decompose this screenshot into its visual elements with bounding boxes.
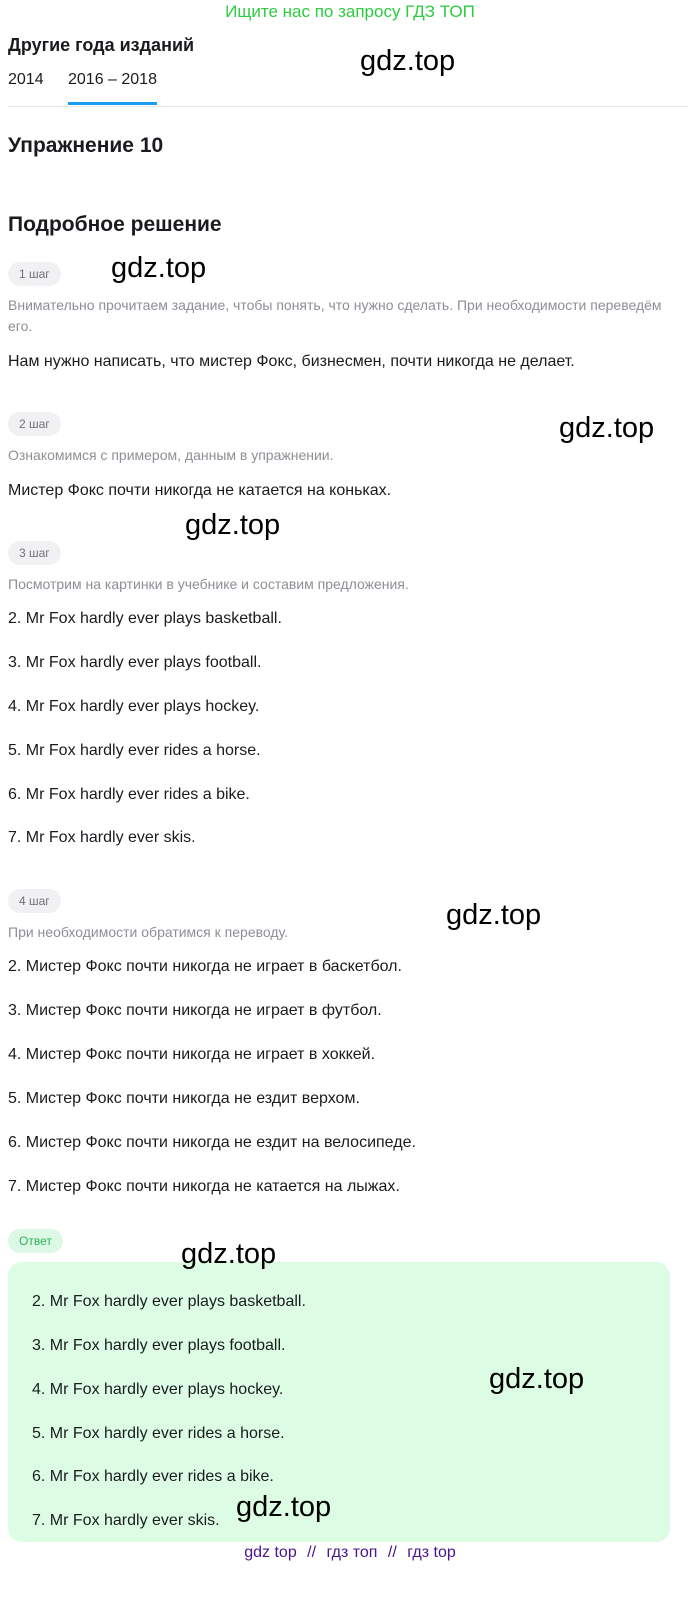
step-text: Мистер Фокс почти никогда не катается на коньках. [8, 482, 392, 499]
step-text: 4. Мистер Фокс почти никогда не играет в хоккей. [8, 1046, 376, 1063]
step-text: 2. Mr Fox hardly ever plays basketball. [8, 610, 282, 627]
step-hint: Внимательно прочитаем задание, чтобы понять, что нужно сделать. При необходимости переведём его. [8, 297, 662, 334]
footer-link-gdz-top-ru[interactable]: гдз топ [326, 1544, 378, 1561]
exercise-title: Упражнение 10 [8, 134, 164, 157]
divider [8, 106, 688, 107]
footer-separator: // [387, 1544, 397, 1561]
watermark: gdz.top [559, 412, 655, 444]
step-hint: Ознакомимся с примером, данным в упражнении. [8, 447, 334, 463]
step-text: 2. Мистер Фокс почти никогда не играет в баскетбол. [8, 958, 402, 975]
year-tab-2014[interactable]: 2014 [8, 71, 44, 88]
watermark: gdz.top [489, 1363, 585, 1395]
answer-line: 4. Mr Fox hardly ever plays hockey. [32, 1381, 284, 1398]
step-badge: 3 шаг [8, 541, 61, 565]
step-badge: 1 шаг [8, 262, 61, 286]
watermark: gdz.top [181, 1238, 277, 1270]
step-text: 3. Мистер Фокс почти никогда не играет в футбол. [8, 1002, 382, 1019]
step-text: 4. Mr Fox hardly ever plays hockey. [8, 698, 260, 715]
answer-line: 3. Mr Fox hardly ever plays football. [32, 1337, 286, 1354]
watermark: gdz.top [111, 252, 207, 284]
step-badge: 4 шаг [8, 889, 61, 913]
step-text: 3. Mr Fox hardly ever plays football. [8, 654, 262, 671]
promo-banner[interactable]: Ищите нас по запросу ГДЗ ТОП [225, 2, 475, 21]
answer-line: 7. Mr Fox hardly ever skis. [32, 1512, 220, 1529]
footer-links [0, 1542, 700, 1564]
answer-line: 5. Mr Fox hardly ever rides a horse. [32, 1425, 285, 1442]
step-text: 6. Mr Fox hardly ever rides a bike. [8, 786, 250, 803]
answer-badge: Ответ [8, 1229, 63, 1253]
step-badge: 2 шаг [8, 412, 61, 436]
footer-link-gdz-top-mixed[interactable]: гдз top [407, 1544, 456, 1561]
step-text: 6. Мистер Фокс почти никогда не ездит на велосипеде. [8, 1134, 416, 1151]
step-text: 7. Мистер Фокс почти никогда не катается на лыжах. [8, 1178, 400, 1195]
watermark: gdz.top [236, 1491, 332, 1523]
answer-box [8, 1262, 670, 1542]
answer-line: 6. Mr Fox hardly ever rides a bike. [32, 1468, 274, 1485]
step-text: Нам нужно написать, что мистер Фокс, бизнесмен, почти никогда не делает. [8, 353, 575, 370]
watermark: gdz.top [360, 45, 456, 77]
watermark: gdz.top [446, 899, 542, 931]
step-hint: При необходимости обратимся к переводу. [8, 924, 289, 940]
footer-link-gdz-top[interactable]: gdz top [244, 1544, 297, 1561]
step-text: 5. Mr Fox hardly ever rides a horse. [8, 742, 261, 759]
watermark: gdz.top [185, 509, 281, 541]
answer-line: 2. Mr Fox hardly ever plays basketball. [32, 1293, 306, 1310]
solution-title: Подробное решение [8, 213, 222, 236]
footer-separator: // [307, 1544, 317, 1561]
step-text: 5. Мистер Фокс почти никогда не ездит верхом. [8, 1090, 360, 1107]
step-text: 7. Mr Fox hardly ever skis. [8, 829, 196, 846]
step-hint: Посмотрим на картинки в учебнике и составим предложения. [8, 576, 409, 592]
editions-title: Другие года изданий [8, 35, 195, 55]
year-tab-2016-2018[interactable]: 2016 – 2018 [68, 71, 157, 105]
